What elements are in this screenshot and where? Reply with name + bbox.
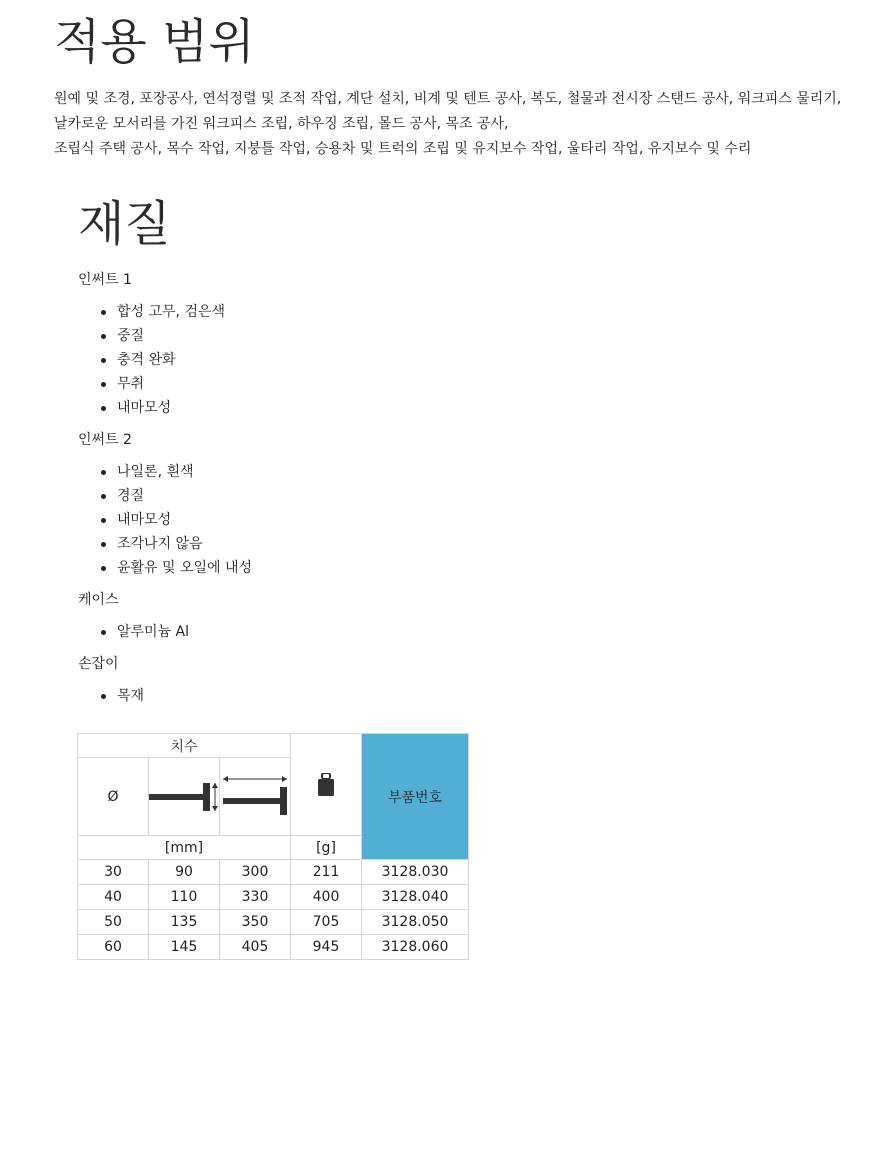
list-item: 내마모성 [117, 508, 678, 532]
part-number-cell: 3128.040 [362, 885, 469, 910]
dims-header: 치수 [78, 734, 291, 758]
application-line: 날카로운 모서리를 가진 워크피스 조립, 하우징 조립, 몰드 공사, 목조 공사, [54, 116, 509, 132]
hammer-head-height-icon [149, 777, 219, 817]
head-height-cell: 145 [149, 935, 220, 960]
list-item: 무취 [117, 372, 678, 396]
list-item: 목재 [117, 684, 678, 708]
length-cell: 350 [220, 910, 291, 935]
part-number-cell: 3128.060 [362, 935, 469, 960]
material-list [78, 460, 678, 580]
diameter-header: Ø [78, 758, 149, 836]
material-list [78, 684, 678, 708]
material-group-title: 케이스 [78, 592, 119, 608]
spec-table [77, 733, 469, 960]
hammer-length-icon [220, 775, 290, 819]
material-groups [78, 266, 678, 714]
length-cell: 405 [220, 935, 291, 960]
length-cell: 330 [220, 885, 291, 910]
material-list [78, 300, 678, 420]
diameter-cell: 60 [78, 935, 149, 960]
list-item: 합성 고무, 검은색 [117, 300, 678, 324]
head-height-header [149, 758, 220, 836]
application-line: 원예 및 조경, 포장공사, 연석정렬 및 조적 작업, 계단 설치, 비계 및 텐트 공사, 복도, 철물과 전시장 스탠드 공사, 워크피스 물리기, [54, 91, 842, 107]
length-header [220, 758, 291, 836]
weight-cell: 945 [291, 935, 362, 960]
material-group-insert-1 [78, 266, 678, 420]
list-item: 윤활유 및 오일에 내성 [117, 556, 678, 580]
part-number-cell: 3128.050 [362, 910, 469, 935]
table-row [78, 860, 469, 885]
material-group-title: 손잡이 [78, 656, 119, 672]
material-group-case [78, 586, 678, 644]
diameter-cell: 40 [78, 885, 149, 910]
diameter-cell: 50 [78, 910, 149, 935]
part-number-cell: 3128.030 [362, 860, 469, 885]
head-height-cell: 110 [149, 885, 220, 910]
unit-g-label: [g] [291, 836, 362, 860]
table-row [78, 910, 469, 935]
weight-cell: 211 [291, 860, 362, 885]
list-item: 조각나지 않음 [117, 532, 678, 556]
weight-cell: 400 [291, 885, 362, 910]
unit-mm-label: [mm] [78, 836, 291, 860]
application-text [54, 87, 884, 162]
list-item: 알루미늄 Al [117, 620, 678, 644]
list-item: 내마모성 [117, 396, 678, 420]
length-cell: 300 [220, 860, 291, 885]
application-title: 적용 범위 [54, 14, 255, 70]
head-height-cell: 135 [149, 910, 220, 935]
material-group-handle [78, 650, 678, 708]
table-row [78, 935, 469, 960]
list-item: 충격 완화 [117, 348, 678, 372]
list-item: 경질 [117, 484, 678, 508]
material-title: 재질 [78, 196, 171, 252]
weight-cell: 705 [291, 910, 362, 935]
diameter-cell: 30 [78, 860, 149, 885]
list-item: 나일론, 흰색 [117, 460, 678, 484]
material-list [78, 620, 678, 644]
weight-icon [316, 773, 336, 797]
material-group-title: 인써트 1 [78, 272, 132, 288]
list-item: 중질 [117, 324, 678, 348]
application-line: 조립식 주택 공사, 목수 작업, 지붕틀 작업, 승용차 및 트럭의 조립 및 유지보수 작업, 울타리 작업, 유지보수 및 수리 [54, 141, 752, 157]
material-group-title: 인써트 2 [78, 432, 132, 448]
part-number-header: 부품번호 [362, 734, 469, 860]
head-height-cell: 90 [149, 860, 220, 885]
table-row [78, 885, 469, 910]
material-group-insert-2 [78, 426, 678, 580]
weight-header [291, 734, 362, 836]
